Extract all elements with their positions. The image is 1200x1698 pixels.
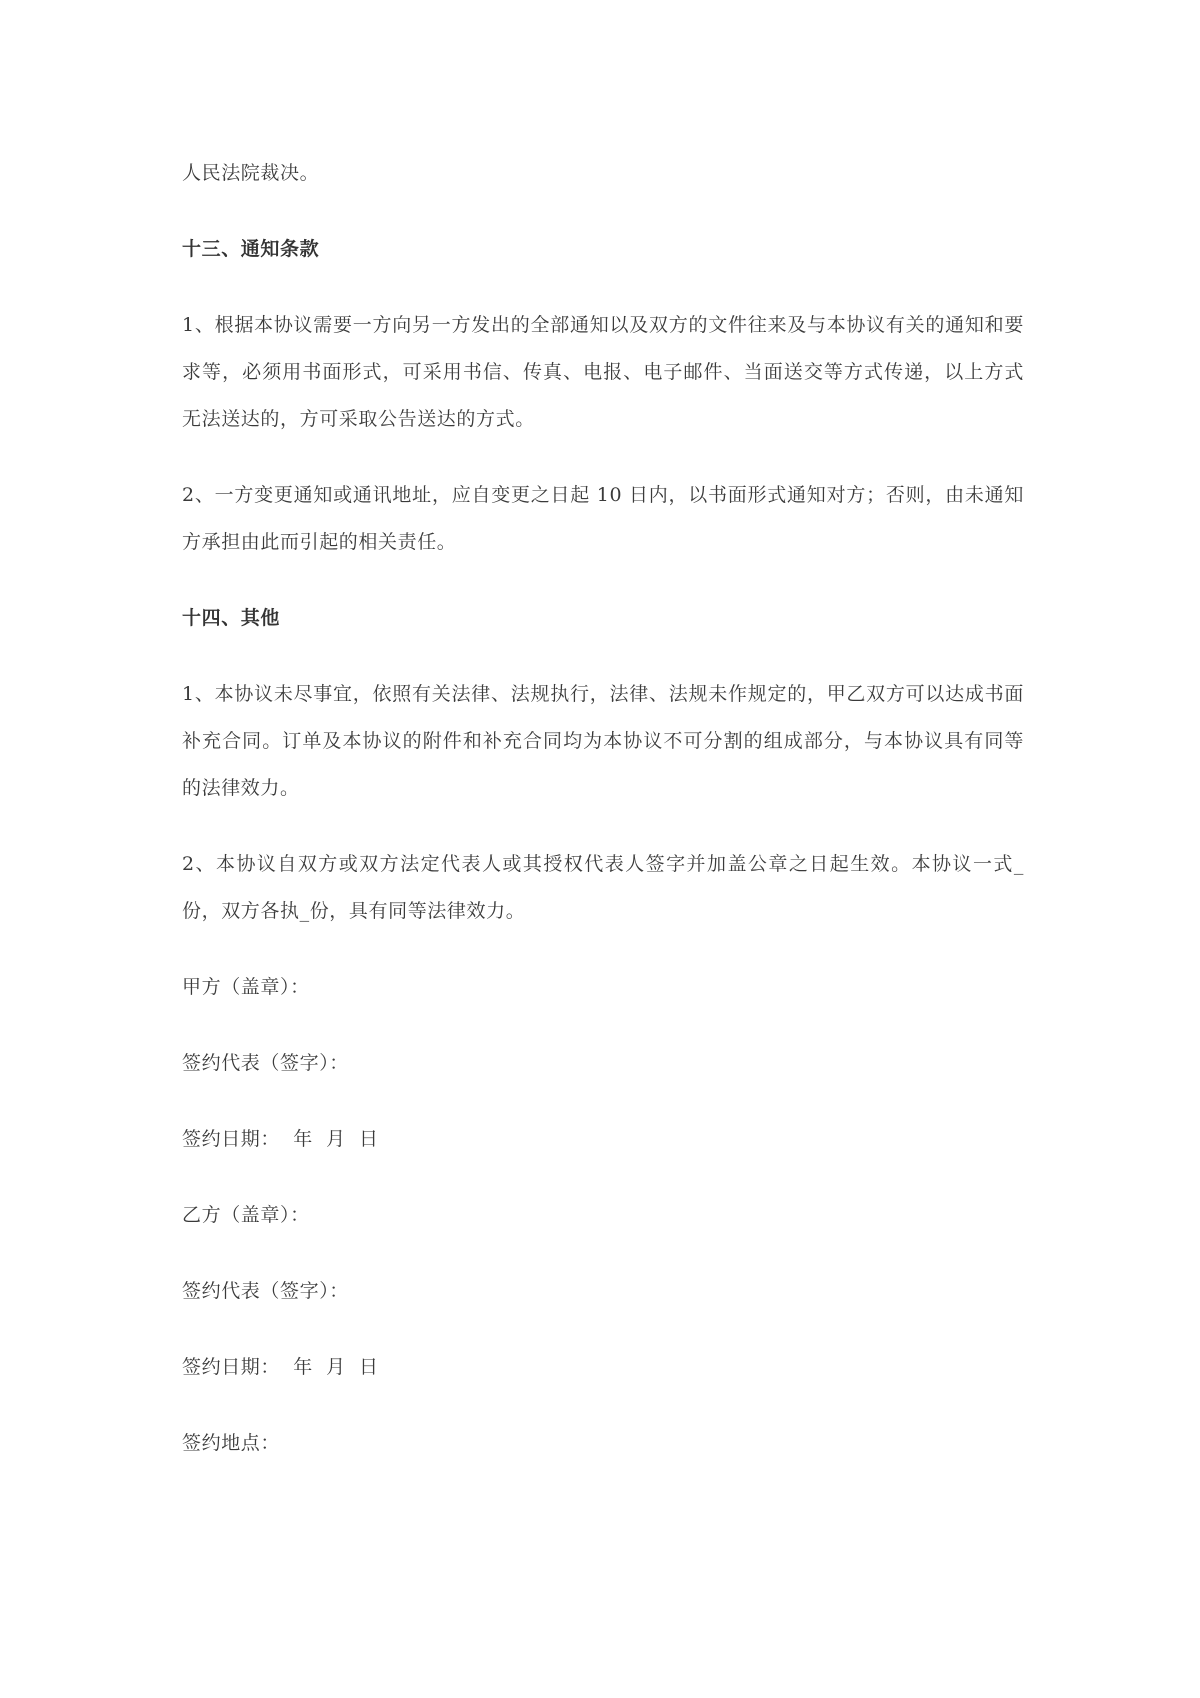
party-a-representative-field: 签约代表（签字）：: [182, 1052, 349, 1074]
party-b-representative-field: 签约代表（签字）：: [182, 1280, 349, 1302]
spacer: [182, 1011, 1024, 1040]
signing-place-field: 签约地点：: [182, 1432, 281, 1454]
carryover-text: 人民法院裁决。: [182, 162, 320, 184]
spacer: [182, 273, 1024, 302]
party-b-date-field: 签约日期： 年 月 日: [182, 1356, 379, 1378]
spacer: [182, 197, 1024, 226]
spacer: [182, 1315, 1024, 1344]
spacer: [182, 642, 1024, 671]
spacer: [182, 1239, 1024, 1268]
document-body: [182, 150, 1024, 1467]
spacer: [182, 935, 1024, 964]
spacer: [182, 443, 1024, 472]
section-14-clause-2: 2、本协议自双方或双方法定代表人或其授权代表人签字并加盖公章之日起生效。本协议一式_份，双方各执_份，具有同等法律效力。: [182, 853, 1024, 922]
section-14-clause-1: 1、本协议未尽事宜，依照有关法律、法规执行，法律、法规未作规定的，甲乙双方可以达成书面补充合同。订单及本协议的附件和补充合同均为本协议不可分割的组成部分，与本协议具有同等的法律效力。: [182, 683, 1024, 799]
section-13-clause-2: 2、一方变更通知或通讯地址，应自变更之日起 10 日内，以书面形式通知对方；否则，由未通知方承担由此而引起的相关责任。: [182, 484, 1024, 553]
spacer: [182, 1391, 1024, 1420]
section-13-clause-1: 1、根据本协议需要一方向另一方发出的全部通知以及双方的文件往来及与本协议有关的通知和要求等，必须用书面形式，可采用书信、传真、电报、电子邮件、当面送交等方式传递，以上方式无法送达的，方可采取公告送达的方式。: [182, 314, 1024, 430]
spacer: [182, 566, 1024, 595]
spacer: [182, 1087, 1024, 1116]
section-13-heading: 十三、通知条款: [182, 238, 320, 260]
section-14-heading: 十四、其他: [182, 607, 281, 629]
spacer: [182, 812, 1024, 841]
party-b-seal-field: 乙方（盖章）：: [182, 1204, 310, 1226]
party-a-date-field: 签约日期： 年 月 日: [182, 1128, 379, 1150]
spacer: [182, 1163, 1024, 1192]
party-a-seal-field: 甲方（盖章）：: [182, 976, 310, 998]
